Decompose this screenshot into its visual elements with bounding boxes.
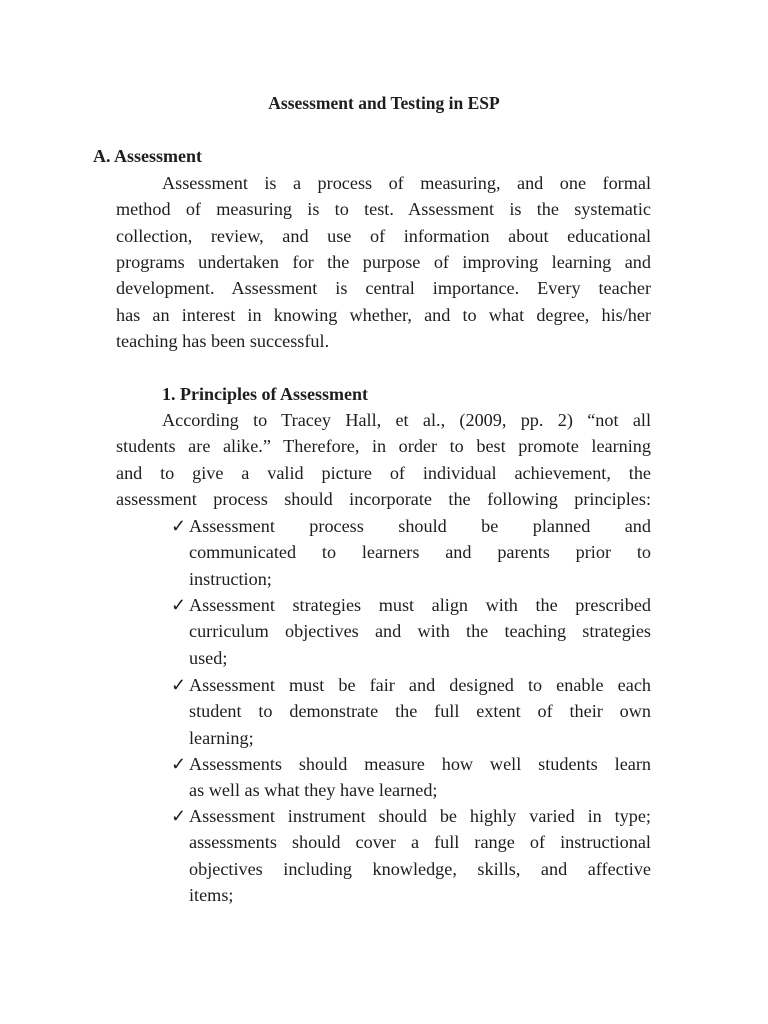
checkmark-icon: ✓ bbox=[171, 806, 187, 826]
paragraph-line: assessment process should incorporate the following principles: bbox=[116, 488, 651, 509]
document-title: Assessment and Testing in ESP bbox=[268, 93, 500, 113]
list-item-line: student to demonstrate the full extent of their own bbox=[189, 701, 651, 722]
paragraph-line: and to give a valid picture of individual achievement, the bbox=[116, 462, 651, 483]
paragraph-line: According to Tracey Hall, et al., (2009, pp. 2) “not all bbox=[162, 410, 651, 430]
list-item-line: used; bbox=[189, 647, 228, 668]
paragraph-line: students are alike.” Therefore, in order to best promote learning bbox=[116, 436, 651, 457]
paragraph-line: method of measuring is to test. Assessment is the systematic bbox=[116, 199, 651, 220]
list-item-line: Assessment strategies must align with the prescribed bbox=[189, 595, 651, 615]
checkmark-icon: ✓ bbox=[171, 754, 187, 774]
list-item-line: curriculum objectives and with the teaching strategies bbox=[189, 621, 651, 642]
paragraph-line: collection, review, and use of information about educational bbox=[116, 225, 651, 246]
list-item-line: communicated to learners and parents prior to bbox=[189, 542, 651, 563]
paragraph-line: has an interest in knowing whether, and to what degree, his/her bbox=[116, 304, 651, 325]
paragraph-line: development. Assessment is central importance. Every teacher bbox=[116, 278, 651, 299]
checkmark-icon: ✓ bbox=[171, 675, 187, 695]
list-item-line: Assessment process should be planned and bbox=[189, 516, 651, 536]
list-item-line: assessments should cover a full range of instructional bbox=[189, 832, 651, 853]
list-item-line: as well as what they have learned; bbox=[189, 780, 438, 801]
list-item-line: learning; bbox=[189, 727, 254, 748]
paragraph-line: programs undertaken for the purpose of improving learning and bbox=[116, 251, 651, 272]
list-item-line: Assessments should measure how well students learn bbox=[189, 754, 651, 774]
list-item-line: items; bbox=[189, 884, 234, 905]
paragraph-line: teaching has been successful. bbox=[116, 330, 330, 351]
paragraph-line: Assessment is a process of measuring, and one formal bbox=[162, 173, 651, 193]
section-a-heading: A. Assessment bbox=[93, 146, 203, 166]
list-item-line: instruction; bbox=[189, 568, 272, 589]
checkmark-icon: ✓ bbox=[171, 595, 187, 615]
section-1-heading: 1. Principles of Assessment bbox=[162, 384, 368, 404]
list-item-line: Assessment must be fair and designed to enable each bbox=[189, 675, 651, 695]
list-item-line: objectives including knowledge, skills, and affective bbox=[189, 858, 651, 879]
checkmark-icon: ✓ bbox=[171, 516, 187, 536]
list-item-line: Assessment instrument should be highly varied in type; bbox=[189, 806, 651, 826]
